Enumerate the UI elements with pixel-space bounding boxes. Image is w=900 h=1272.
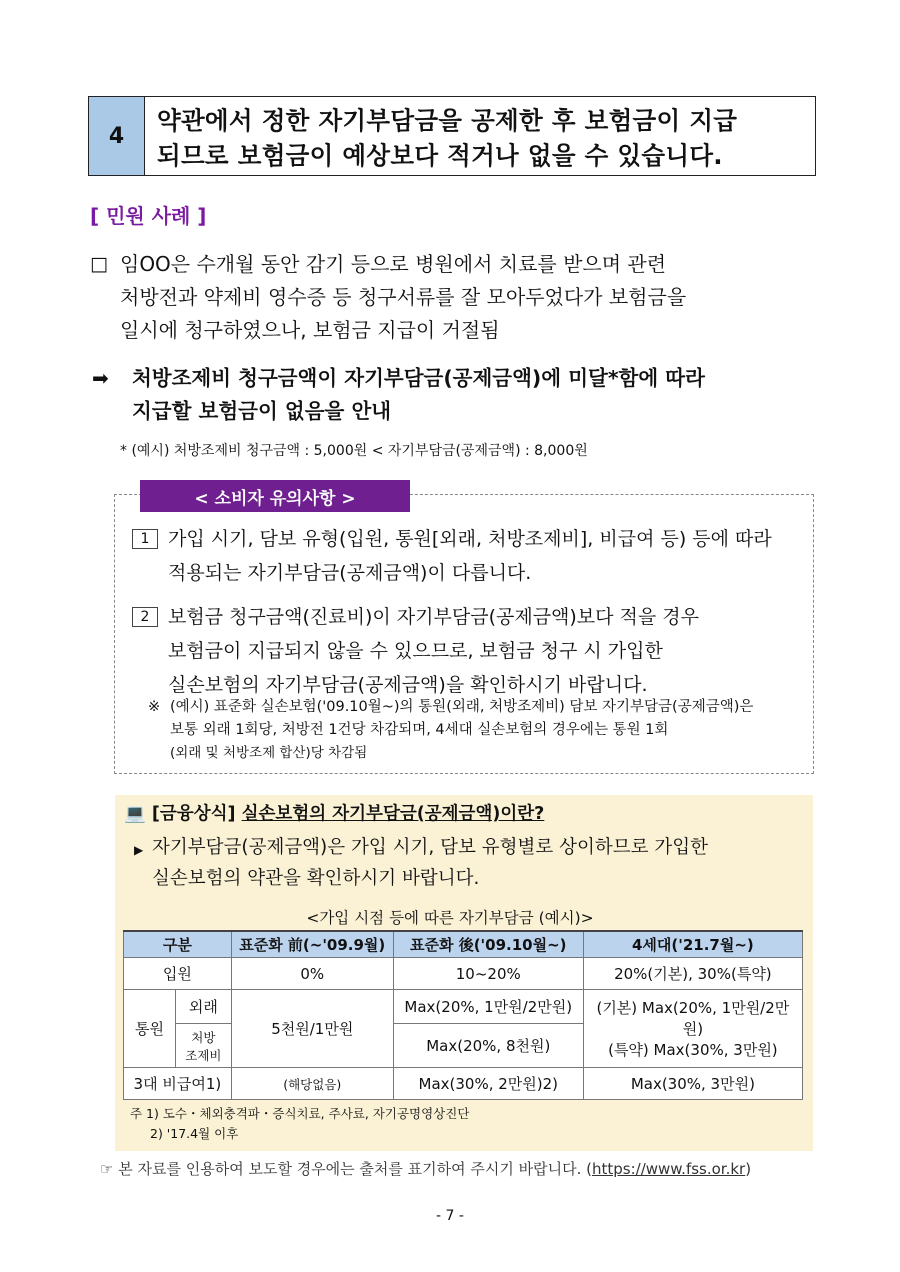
info-heading: 💻 [금융상식] 실손보험의 자기부담금(공제금액)이란? — [124, 804, 545, 824]
section-number: 4 — [89, 97, 145, 175]
table-header-row: 구분 표준화 前(~'09.9월) 표준화 後('09.10월~) 4세대('21.7월~) — [124, 931, 803, 958]
example-footnote: * (예시) 처방조제비 청구금액 : 5,000원 < 자기부담금(공제금액) : 8,000원 — [120, 443, 588, 459]
section-title: 약관에서 정한 자기부담금을 공제한 후 보험금이 지급 되므로 보험금이 예상보다 적거나 없을 수 있습니다. — [157, 106, 738, 170]
table-notes: 주 1) 도수・체외충격파・증식치료, 주사료, 자기공명영상진단 2) '17.4월 이후 — [130, 1106, 470, 1141]
reference-mark-icon: ※ — [148, 699, 161, 715]
laptop-icon: 💻 — [124, 804, 146, 824]
triangle-bullet-icon: ▶ — [134, 843, 144, 857]
item-number: 2 — [132, 607, 158, 627]
table-row: 3대 비급여1) (해당없음) Max(30%, 2만원)2) Max(30%, 3만원) — [124, 1068, 803, 1100]
notice-items — [132, 522, 808, 712]
source-notice: ☞ 본 자료를 인용하여 보도할 경우에는 출처를 표기하여 주시기 바랍니다. (https://www.fss.or.kr) — [100, 1160, 752, 1178]
right-arrow-icon: ➡ — [92, 366, 109, 390]
pointing-hand-icon: ☞ — [100, 1160, 114, 1178]
table-row: 통원 외래 5천원/1만원 Max(20%, 1만원/2만원) (기본) Max(20%, 1만원/2만원) (특약) Max(30%, 3만원) — [124, 990, 803, 1024]
notice-item: 1 가입 시기, 담보 유형(입원, 통원[외래, 처방조제비], 비급여 등) 등에 따라 적용되는 자기부담금(공제금액)이 다릅니다. — [132, 522, 808, 590]
notice-reference: ※ (예시) 표준화 실손보험('09.10월~)의 통원(외래, 처방조제비) 담보 자기부담금(공제금액)은 보통 외래 1회당, 처방전 1건당 차감되며, 4세대 실손보험의 경우에는 통원 1회 (외래 및 처방조제 합산)당 차감됨 — [148, 696, 808, 765]
section-header — [88, 96, 816, 176]
item-number: 1 — [132, 529, 158, 549]
deductible-table — [123, 930, 803, 1100]
checkbox-bullet-icon: □ — [90, 253, 108, 275]
info-bullet: ▶ 자기부담금(공제금액)은 가입 시기, 담보 유형별로 상이하므로 가입한 실손보험의 약관을 확인하시기 바랍니다. — [134, 832, 806, 894]
notice-tag: < 소비자 유의사항 > — [140, 480, 410, 512]
notice-item: 2 보험금 청구금액(진료비)이 자기부담금(공제금액)보다 적을 경우 보험금이 지급되지 않을 수 있으므로, 보험금 청구 시 가입한 실손보험의 자기부담금(공제금액)을 확인하시기 바랍니다. — [132, 600, 808, 702]
case-result: ➡ 처방조제비 청구금액이 자기부담금(공제금액)에 미달*함에 따라 지급할 보험금이 없음을 안내 — [92, 362, 816, 428]
case-description: □ 임OO은 수개월 동안 감기 등으로 병원에서 치료를 받으며 관련 처방전과 약제비 영수증 등 청구서류를 잘 모아두었다가 보험금을 일시에 청구하였으나, 보험금 지급이 거절됨 — [90, 248, 816, 347]
case-label: [ 민원 사례 ] — [90, 204, 207, 228]
page-number: - 7 - — [436, 1208, 464, 1224]
fss-link[interactable]: https://www.fss.or.kr — [591, 1160, 746, 1178]
table-row: 처방 조제비 Max(20%, 8천원) — [124, 1024, 803, 1068]
table-caption: <가입 시점 등에 따른 자기부담금 (예시)> — [306, 909, 594, 927]
table-row: 입원 0% 10~20% 20%(기본), 30%(특약) — [124, 958, 803, 990]
